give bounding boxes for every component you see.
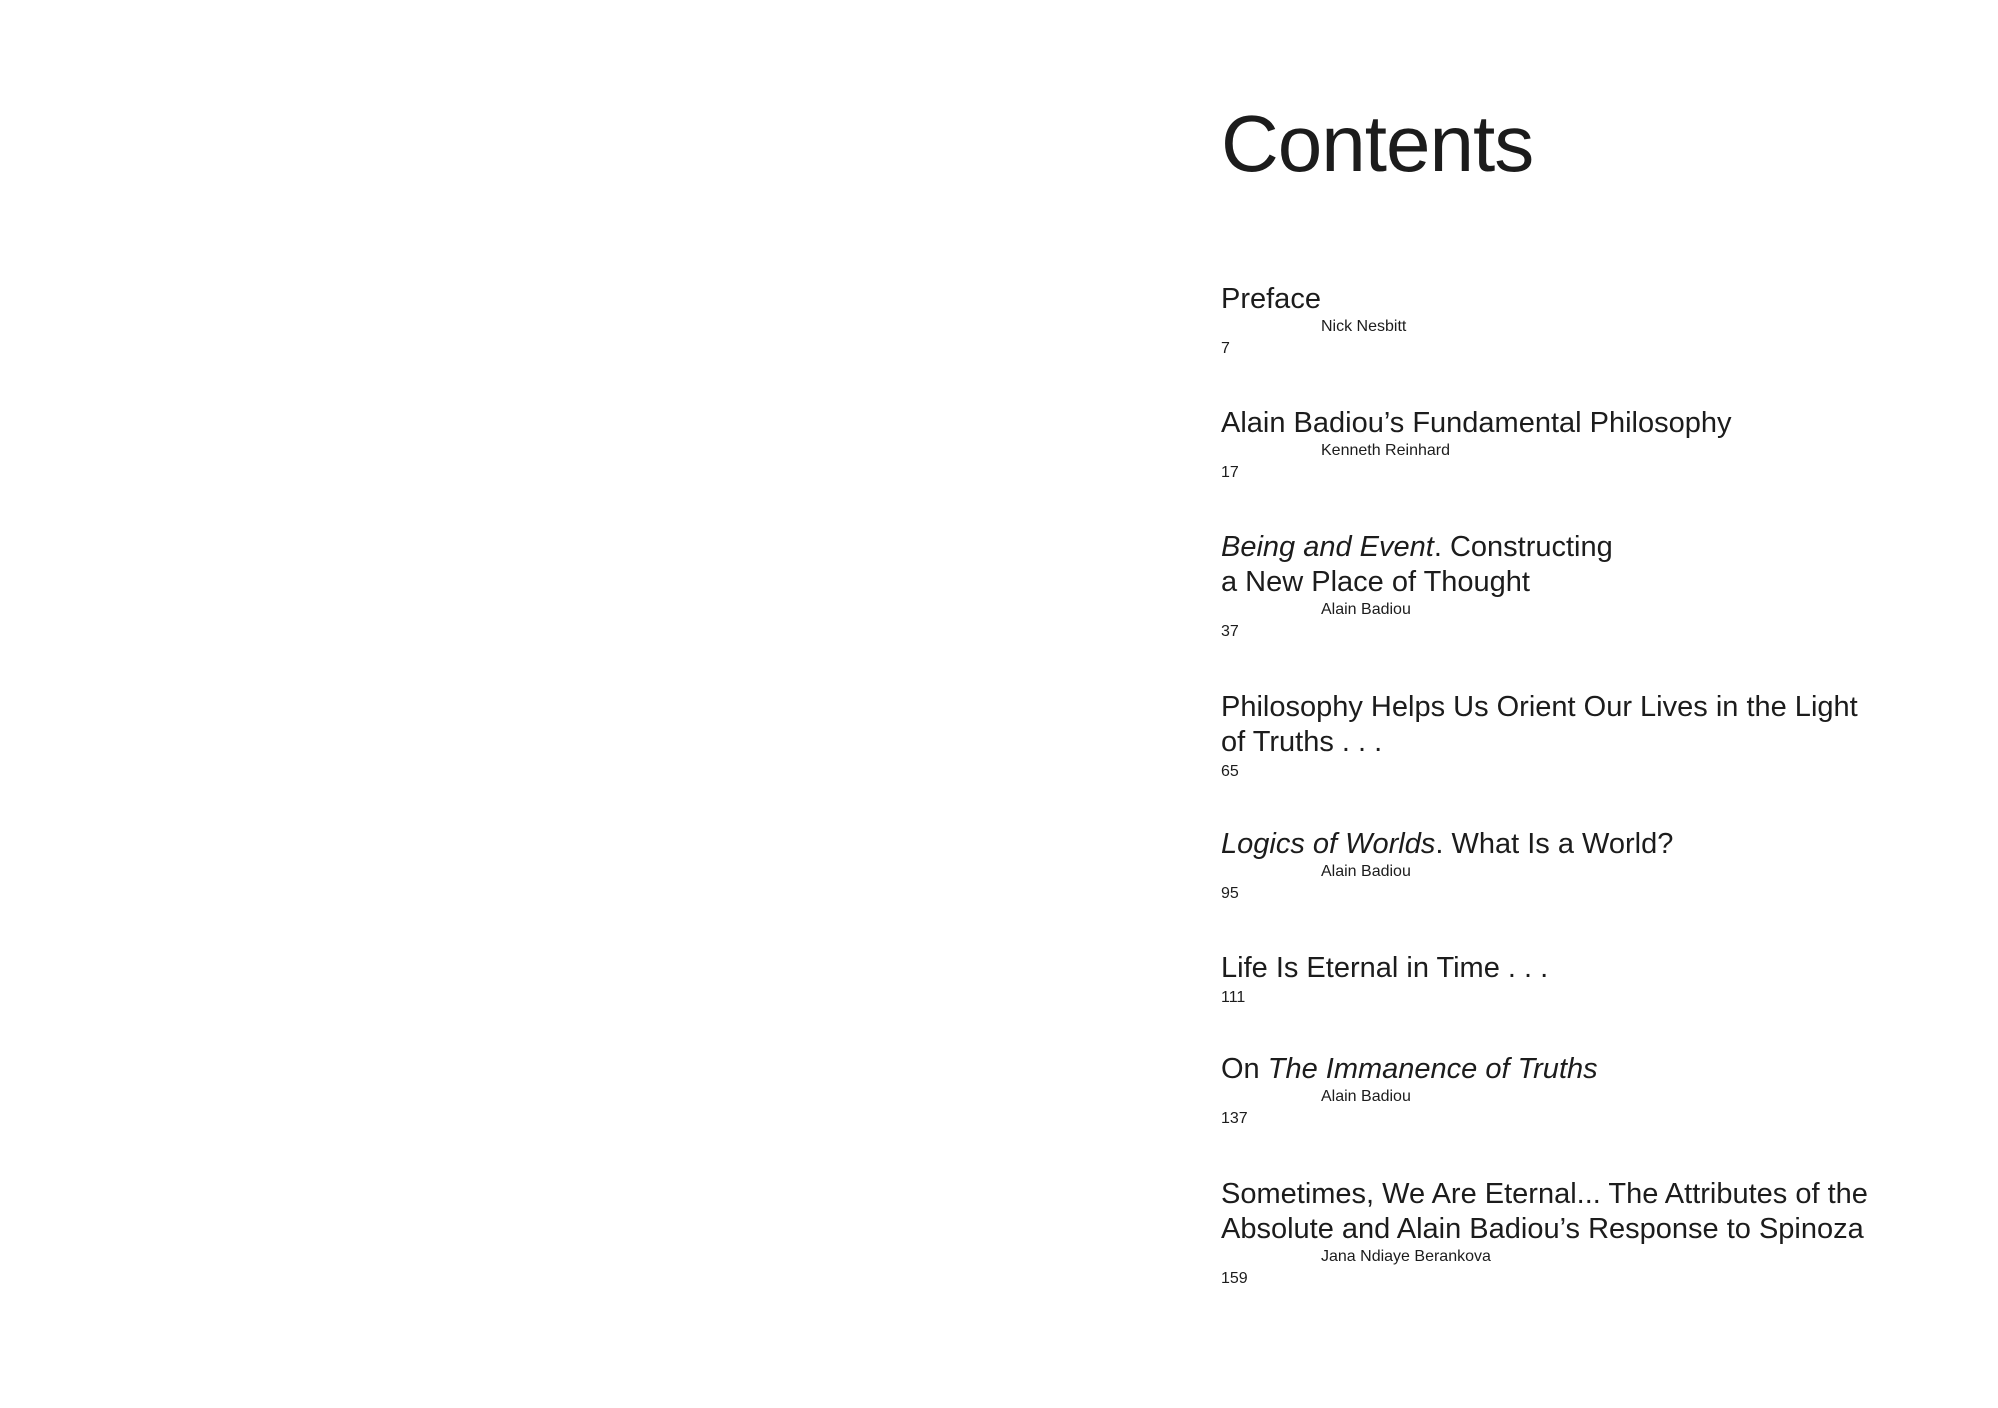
entry-title-text: On — [1221, 1053, 1268, 1085]
entry-title — [1221, 690, 1951, 760]
entry-title-text: . What Is a World? — [1435, 828, 1674, 860]
entry-page-number: 7 — [1221, 340, 1230, 357]
entry-page-number: 111 — [1221, 989, 1246, 1006]
entry-author: Kenneth Reinhard — [1321, 442, 1450, 459]
toc-entry — [1221, 406, 1951, 483]
entry-title-text: Alain Badiou’s Fundamental Philosophy — [1221, 407, 1732, 439]
entry-author: Nick Nesbitt — [1321, 318, 1407, 335]
entry-title-italic: Being and Event — [1221, 531, 1434, 563]
entry-title — [1221, 406, 1951, 441]
toc-entry — [1221, 1177, 1951, 1289]
entry-title — [1221, 951, 1951, 986]
entry-title — [1221, 530, 1951, 600]
entry-author: Alain Badiou — [1321, 601, 1411, 618]
toc-entry — [1221, 1052, 1951, 1129]
page-title: Contents — [1221, 99, 1534, 188]
entry-title — [1221, 1177, 1951, 1247]
toc-entry — [1221, 530, 1951, 642]
entry-title-text: Absolute and Alain Badiou’s Response to Spinoza — [1221, 1213, 1864, 1245]
entry-title — [1221, 827, 1951, 862]
entry-page-number: 37 — [1221, 623, 1239, 640]
entry-author: Jana Ndiaye Berankova — [1321, 1248, 1491, 1265]
entry-title-italic: Logics of Worlds — [1221, 828, 1436, 860]
toc-entry — [1221, 690, 1951, 782]
entry-title-text: Philosophy Helps Us Orient Our Lives in the Light — [1221, 691, 1858, 723]
entry-title — [1221, 1052, 1951, 1087]
entry-page-number: 159 — [1221, 1270, 1248, 1287]
toc-entry — [1221, 951, 1951, 1008]
entry-page-number: 95 — [1221, 885, 1239, 902]
entry-page-number: 17 — [1221, 464, 1239, 481]
toc-entry — [1221, 827, 1951, 904]
entry-title-italic: The Immanence of Truths — [1267, 1053, 1598, 1085]
entry-author: Alain Badiou — [1321, 1088, 1411, 1105]
entry-title-text: Life Is Eternal in Time . . . — [1221, 952, 1549, 984]
entry-title-text: Preface — [1221, 283, 1321, 315]
entry-author: Alain Badiou — [1321, 863, 1411, 880]
entry-title-text: . Constructing — [1433, 531, 1613, 563]
entry-title-text: of Truths . . . — [1221, 726, 1383, 758]
entry-page-number: 65 — [1221, 763, 1239, 780]
entry-title-text: a New Place of Thought — [1221, 566, 1530, 598]
entry-title-text: Sometimes, We Are Eternal... The Attributes of the — [1221, 1178, 1868, 1210]
toc-entry — [1221, 282, 1951, 359]
entry-page-number: 137 — [1221, 1110, 1248, 1127]
entry-title — [1221, 282, 1951, 317]
